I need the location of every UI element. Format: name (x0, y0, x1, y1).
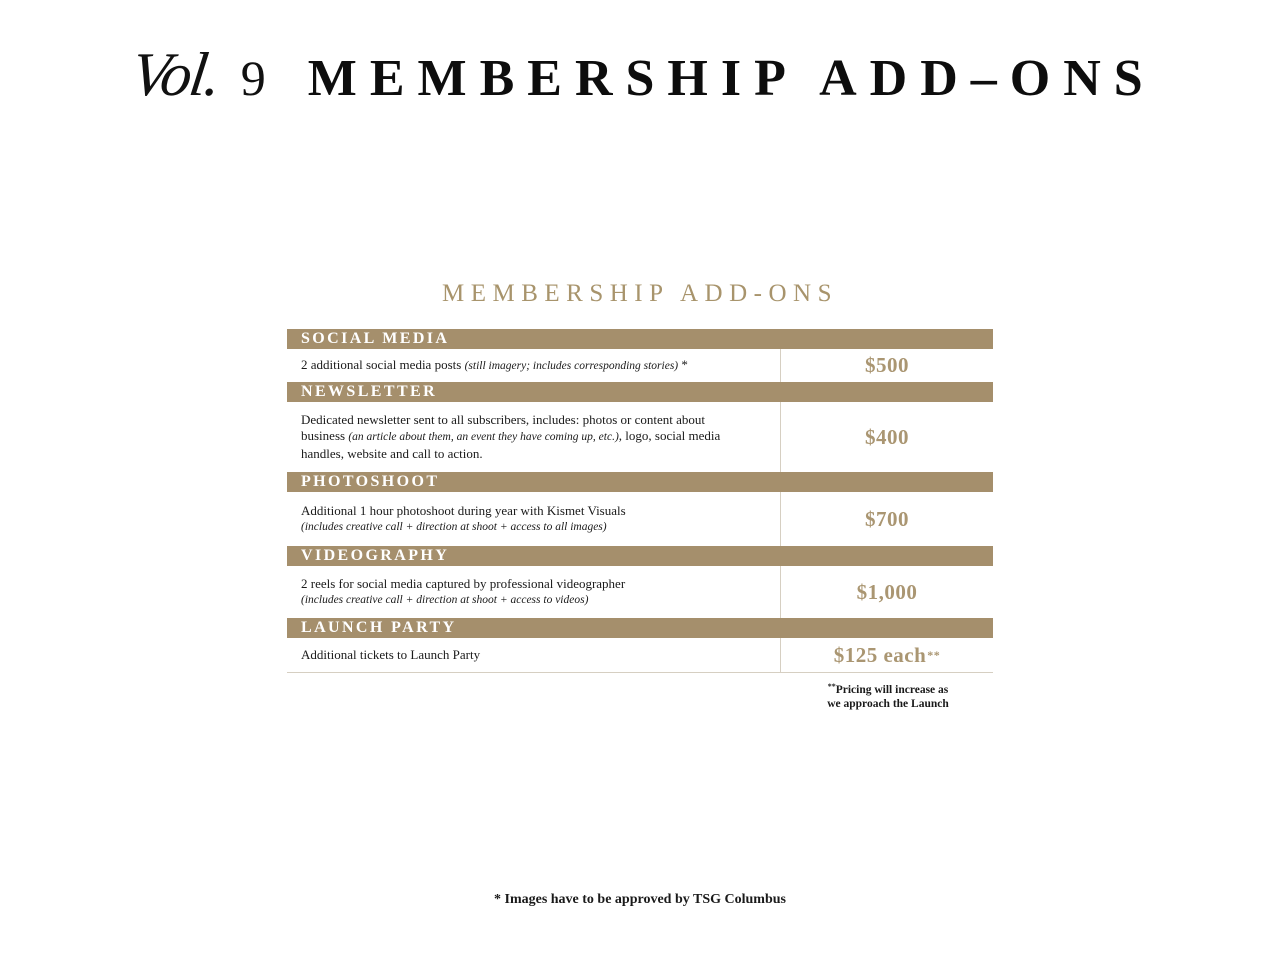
footnote: * Images have to be approved by TSG Columbus (494, 892, 786, 907)
section-header-label: NEWSLETTER (301, 383, 438, 400)
row-price: $500 (865, 353, 909, 377)
section-header-social-media (287, 329, 993, 349)
pricing-note-marker: ** (827, 682, 836, 691)
section-header-label: VIDEOGRAPHY (301, 547, 450, 564)
table-title: MEMBERSHIP ADD-ONS (442, 280, 838, 307)
section-row-newsletter (287, 402, 993, 472)
row-price: $400 (865, 424, 909, 449)
description-italic: (an article about them, an event they have coming up, etc.) (348, 431, 619, 444)
description-text-continued: , logo, social media handles, website and call to action. (301, 428, 721, 461)
page-header (127, 40, 1156, 120)
description-text: 2 additional social media posts (301, 356, 462, 372)
section-row-launch-party (287, 638, 993, 673)
volume-label: Vol. (127, 41, 224, 109)
description-italic: (includes creative call + direction at shoot + access to videos) (301, 594, 589, 606)
section-header-photoshoot (287, 472, 993, 492)
description-paragraph (301, 412, 770, 463)
addons-table (287, 329, 993, 673)
price-value: $125 each (833, 642, 927, 667)
section-header-label: SOCIAL MEDIA (301, 330, 450, 347)
description-italic: (still imagery; includes corresponding stories) (464, 359, 679, 372)
row-description (287, 638, 781, 672)
section-header-label: LAUNCH PARTY (301, 619, 457, 636)
row-price: $1,000 (856, 579, 918, 604)
row-description (287, 492, 781, 546)
section-row-photoshoot (287, 492, 993, 546)
pricing-note (780, 680, 996, 711)
pricing-note-line-1 (780, 680, 996, 697)
section-row-videography (287, 566, 993, 618)
description-text: Additional 1 hour photoshoot during year with Kismet Visuals (301, 502, 626, 518)
row-description (287, 349, 781, 382)
page-title: MEMBERSHIP ADD–ONS (307, 50, 1156, 107)
row-description (287, 566, 781, 618)
row-description (287, 402, 781, 472)
description-text: Additional tickets to Launch Party (301, 646, 481, 662)
row-price: $700 (865, 506, 909, 531)
description-line (301, 357, 770, 375)
section-header-newsletter (287, 382, 993, 402)
price-footnote-marker: ** (927, 647, 941, 662)
asterisk-marker: * (678, 356, 688, 372)
description-text: Dedicated newsletter sent to all subscribers, includes: photos or content about business (301, 411, 705, 444)
pricing-note-text: Pricing will increase as (835, 684, 949, 696)
section-header-label: PHOTOSHOOT (301, 473, 440, 490)
pricing-note-line-2: we approach the Launch (827, 698, 949, 710)
description-italic: (includes creative call + direction at shoot + access to all images) (301, 521, 607, 533)
description-text: 2 reels for social media captured by professional videographer (301, 575, 626, 591)
section-header-videography (287, 546, 993, 566)
section-row-social-media (287, 349, 993, 382)
row-price (781, 638, 993, 672)
section-header-launch-party (287, 618, 993, 638)
volume-number: 9 (240, 50, 266, 106)
